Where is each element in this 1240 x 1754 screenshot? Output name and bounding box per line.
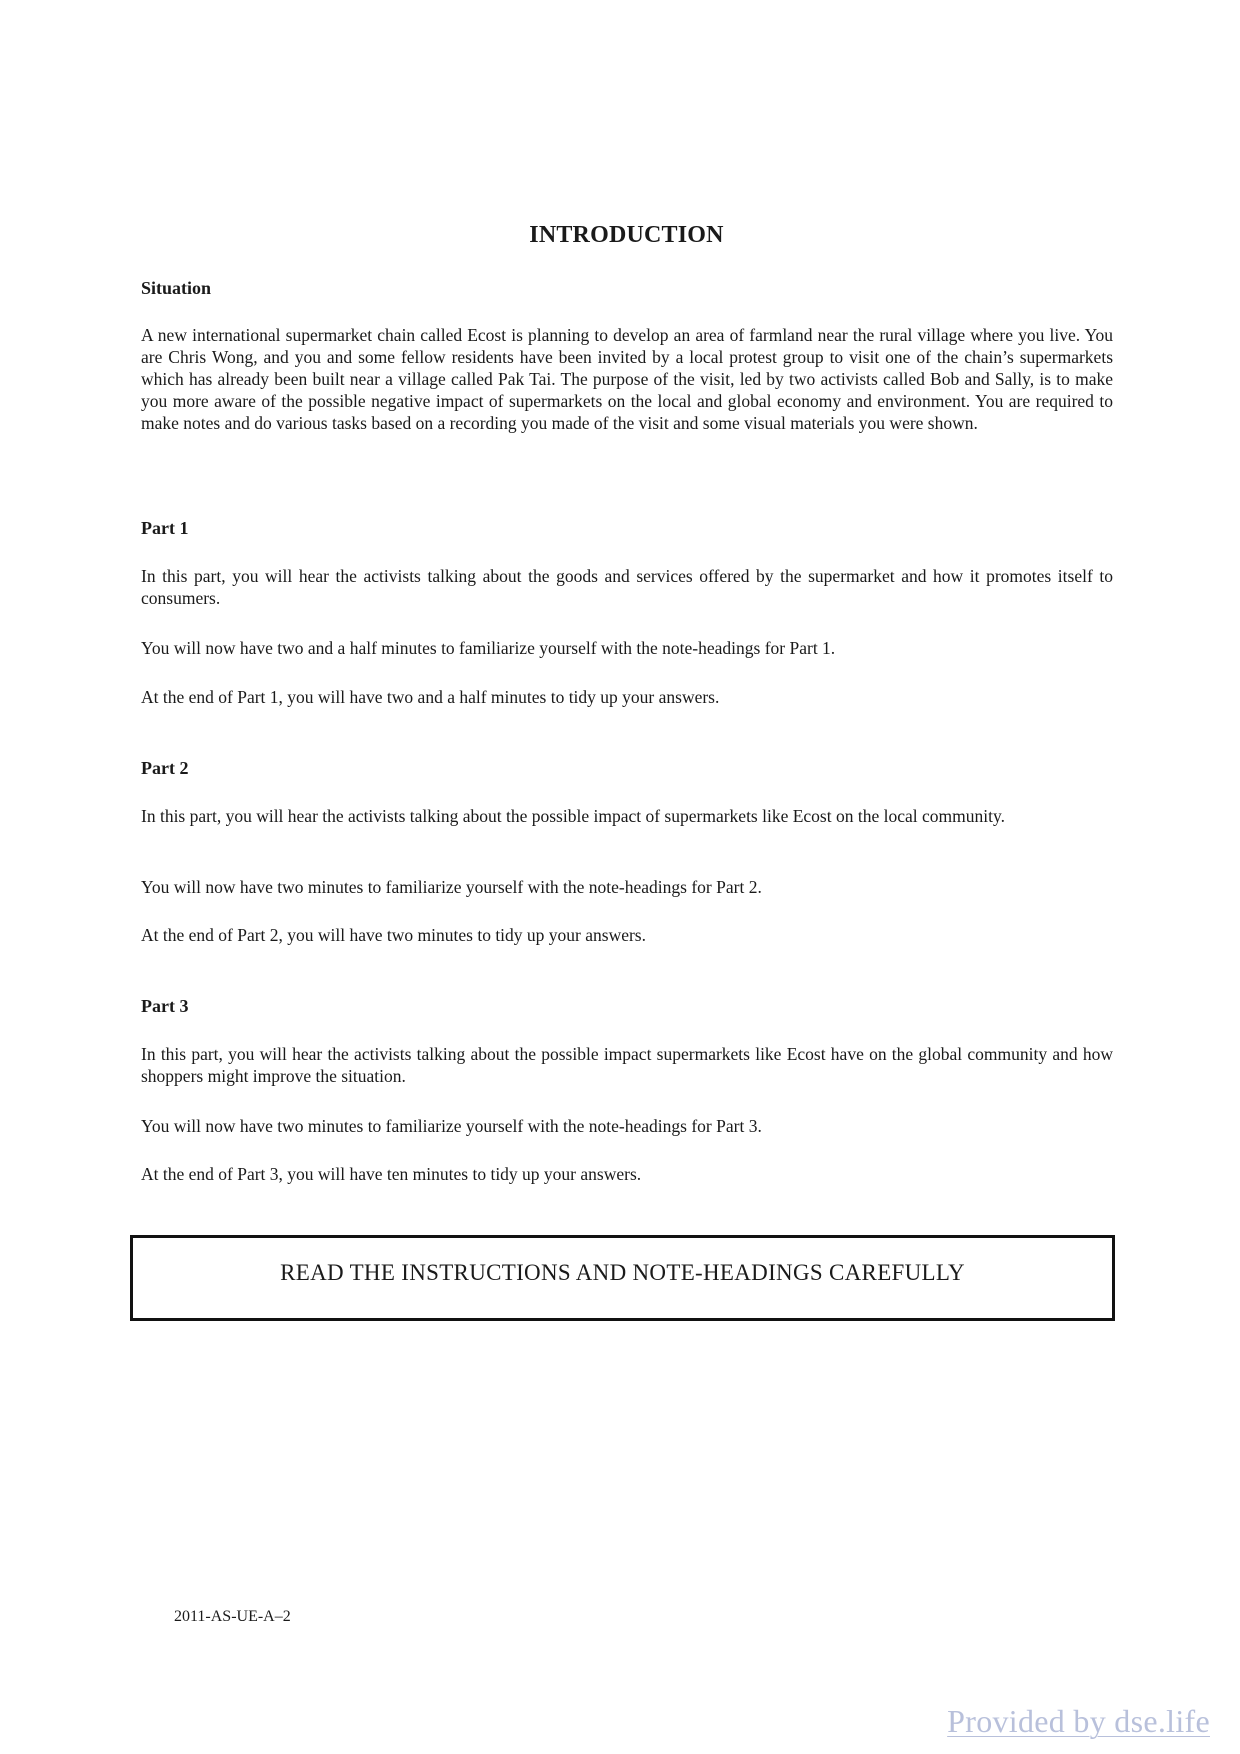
situation-text: A new international supermarket chain called Ecost is planning to develop an area of farmland near the rural village where you live. You are Chris Wong, and you and some fellow residents have been invited by a local protest group to visit one of the chain’s supermarkets which has already been built near a village called Pak Tai. The purpose of the visit, led by two activists called Bob and Sally, is to make you more aware of the possible negative impact of supermarkets on the local and global economy and environment. You are required to make notes and do various tasks based on a recording you made of the visit and some visual materials you were shown. bbox=[141, 325, 1113, 433]
page-title: INTRODUCTION bbox=[529, 222, 724, 248]
situation-heading: Situation bbox=[141, 278, 212, 298]
part3-tidy: At the end of Part 3, you will have ten minutes to tidy up your answers. bbox=[141, 1164, 642, 1184]
part1-tidy: At the end of Part 1, you will have two and a half minutes to tidy up your answers. bbox=[141, 687, 720, 707]
part2-tidy: At the end of Part 2, you will have two minutes to tidy up your answers. bbox=[141, 925, 646, 945]
part2-familiarize: You will now have two minutes to familiarize yourself with the note-headings for Part 2. bbox=[141, 877, 762, 897]
instructions-notice-box bbox=[130, 1235, 1115, 1321]
part3-description: In this part, you will hear the activists talking about the possible impact supermarkets like Ecost have on the global community and how shoppers might improve the situation. bbox=[141, 1044, 1113, 1086]
part1-familiarize: You will now have two and a half minutes to familiarize yourself with the note-headings for Part 1. bbox=[141, 638, 836, 658]
part1-description: In this part, you will hear the activists talking about the goods and services offered by the supermarket and how it promotes itself to consumers. bbox=[141, 566, 1113, 608]
part3-heading: Part 3 bbox=[141, 996, 189, 1016]
part1-heading: Part 1 bbox=[141, 518, 189, 538]
part2-description: In this part, you will hear the activists talking about the possible impact of supermarkets like Ecost on the local community. bbox=[141, 806, 1005, 826]
instructions-notice-text: READ THE INSTRUCTIONS AND NOTE-HEADINGS CAREFULLY bbox=[280, 1260, 965, 1285]
source-watermark-link[interactable]: Provided by dse.life bbox=[947, 1703, 1210, 1739]
paper-code: 2011-AS-UE-A–2 bbox=[174, 1608, 291, 1625]
part2-heading: Part 2 bbox=[141, 758, 189, 778]
part3-familiarize: You will now have two minutes to familiarize yourself with the note-headings for Part 3. bbox=[141, 1116, 762, 1136]
